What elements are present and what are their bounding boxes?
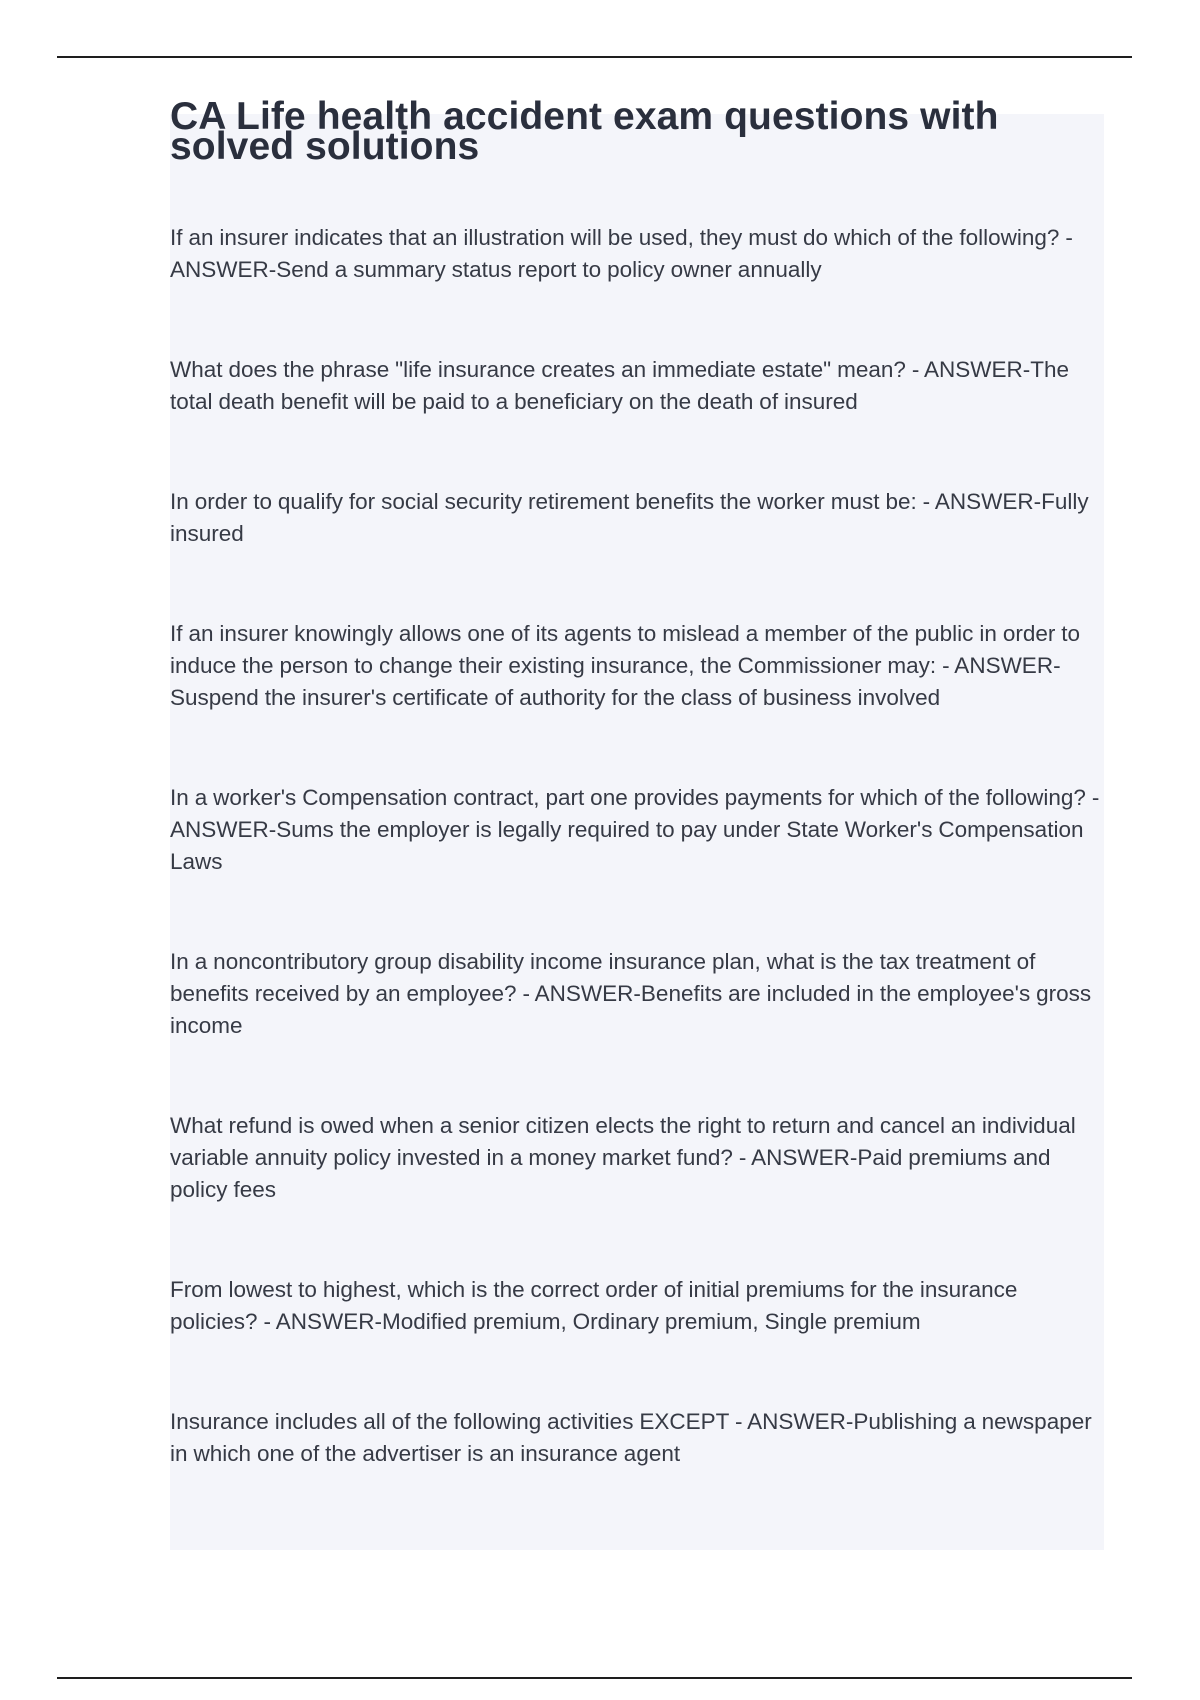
- qa-item: What refund is owed when a senior citizen elects the right to return and cancel an individual variable annuity policy invested in a money market fund? - ANSWER-Paid premiums and policy fees: [170, 1113, 1076, 1202]
- bottom-divider: [57, 1677, 1132, 1679]
- qa-item: From lowest to highest, which is the correct order of initial premiums for the insurance policies? - ANSWER-Modified premium, Ordinary premium, Single premium: [170, 1277, 1018, 1334]
- qa-item: In a worker's Compensation contract, part one provides payments for which of the following? - ANSWER-Sums the employer is legally required to pay under State Worker's Compensation Laws: [170, 785, 1100, 874]
- qa-item: In order to qualify for social security retirement benefits the worker must be: - ANSWER-Fully insured: [170, 489, 1089, 546]
- qa-item: If an insurer knowingly allows one of its agents to mislead a member of the public in order to induce the person to change their existing insurance, the Commissioner may: - ANSWER-Suspend the insurer's certificate of authority for the class of business involved: [170, 621, 1081, 710]
- qa-item: What does the phrase "life insurance creates an immediate estate" mean? - ANSWER-The total death benefit will be paid to a beneficiary on the death of insured: [170, 357, 1070, 414]
- top-divider: [57, 56, 1132, 58]
- qa-item: Insurance includes all of the following activities EXCEPT - ANSWER-Publishing a newspaper in which one of the advertiser is an insurance agent: [170, 1409, 1092, 1466]
- qa-item: In a noncontributory group disability income insurance plan, what is the tax treatment of benefits received by an employee? - ANSWER-Benefits are included in the employee's gross income: [170, 949, 1092, 1038]
- qa-list: [170, 222, 1106, 1538]
- document-title: CA Life health accident exam questions with solved solutions: [170, 95, 999, 168]
- qa-item: If an insurer indicates that an illustration will be used, they must do which of the following? - ANSWER-Send a summary status report to policy owner annually: [170, 225, 1073, 282]
